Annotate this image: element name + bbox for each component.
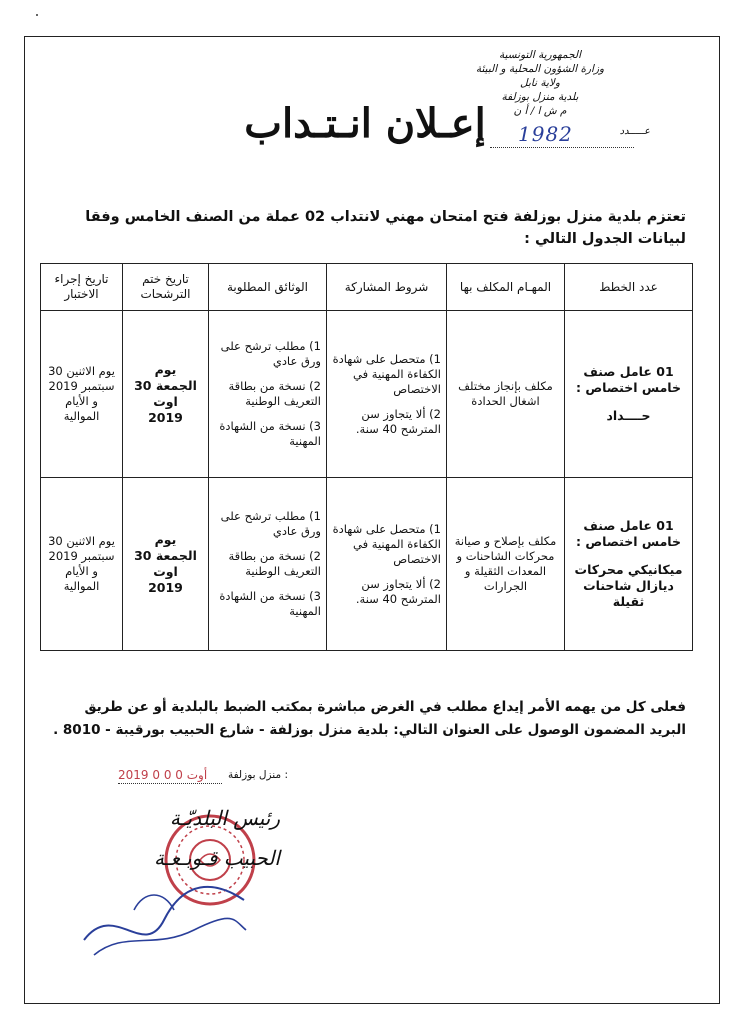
document-item: 3) نسخة من الشهادة المهنية: [219, 589, 321, 618]
condition-item: 1) متحصل على شهادة الكفاءة المهنية في الاختصاص: [332, 351, 441, 396]
document-item: 2) نسخة من بطاقة التعريف الوطنية: [228, 379, 321, 408]
header-closing-date: تاريخ ختم الترشحات: [123, 264, 209, 311]
table-header-row: [41, 264, 693, 311]
header-line: وزارة الشؤون المحلية و البيئة: [475, 63, 605, 75]
header-line: بلدية منزل بوزلفة: [501, 91, 579, 103]
closing-date: الجمعة 30 اوت: [134, 548, 197, 579]
plan-specialty: حــــداد: [606, 408, 651, 423]
table-row: [41, 311, 693, 478]
plan-text: 01 عامل صنف خامس اختصاص :: [575, 364, 682, 395]
signatory-title: رئيس البلديّـة: [169, 806, 280, 830]
submission-instructions: فعلى كل من يهمه الأمر إيداع مطلب في الغرض مباشرة بمكتب الضبط بالبلدية أو عن طريق البريد المضمون الوصول على العنوان التالي: بلدية منزل بوزلفة - شارع الحبيب بورقيبة - 8010 .: [53, 699, 686, 738]
reference-number: [490, 122, 650, 148]
header-line: ولاية نابل: [520, 77, 560, 89]
date-dotted-line: [118, 783, 222, 784]
reference-number-value: 1982: [518, 122, 573, 146]
intro-paragraph: تعتزم بلدية منزل بوزلفة فتح امتحان مهني لانتداب 02 عملة من الصنف الخامس وفقا لبيانات الجدول التالي :: [85, 209, 686, 247]
document-item: 3) نسخة من الشهادة المهنية: [219, 419, 321, 448]
closing-year: 2019: [148, 410, 183, 425]
header-line: م ش ا / أ ن: [513, 105, 567, 117]
document-item: 1) مطلب ترشح على ورق عادي: [220, 509, 321, 538]
closing-date: الجمعة 30 اوت: [134, 378, 197, 409]
exam-date-cell: يوم الاثنين 30 سبتمبر 2019 و الأيام الموالية: [41, 478, 123, 651]
header-documents: الوثائق المطلوبة: [209, 264, 327, 311]
date-place-label: منزل بوزلفة :: [227, 769, 288, 781]
signing-date: [118, 766, 288, 786]
header-line: الجمهورية التونسية: [499, 49, 581, 61]
closing-day: يوم: [154, 532, 177, 547]
scan-speck: [36, 14, 38, 16]
conditions-cell: [327, 311, 447, 478]
exam-date-cell: يوم الاثنين 30 سبتمبر 2019 و الأيام الموالية: [41, 311, 123, 478]
condition-item: 2) ألا يتجاوز سن المترشح 40 سنة.: [355, 406, 441, 436]
handwritten-signature-icon: [74, 860, 254, 970]
date-stamp: 2019 أوت 0 0 0: [118, 768, 208, 782]
header-conditions: شروط المشاركة: [327, 264, 447, 311]
closing-date-cell: [123, 478, 209, 651]
condition-item: 1) متحصل على شهادة الكفاءة المهنية في الاختصاص: [332, 521, 441, 566]
plan-cell: [565, 478, 693, 651]
closing-year: 2019: [148, 580, 183, 595]
header-plans: عدد الخطط: [565, 264, 693, 311]
mission-cell: مكلف بإنجاز مختلف اشغال الحدادة: [447, 311, 565, 478]
header-exam-date: تاريخ إجراء الاختبار: [41, 264, 123, 311]
documents-cell: [209, 478, 327, 651]
plan-specialty: ميكانيكي محركات ديازال شاحنات ثقيلة: [574, 562, 683, 609]
plan-cell: [565, 311, 693, 478]
document-item: 1) مطلب ترشح على ورق عادي: [220, 339, 321, 368]
table-row: [41, 478, 693, 651]
closing-day: يوم: [154, 362, 177, 377]
reference-dotted-line: [490, 147, 634, 148]
closing-date-cell: [123, 311, 209, 478]
condition-item: 2) ألا يتجاوز سن المترشح 40 سنة.: [355, 576, 441, 606]
conditions-cell: [327, 478, 447, 651]
recruitment-table: [40, 263, 693, 651]
reference-label: عـــــدد: [619, 126, 650, 137]
signatory-name: الحبيب قـوبـعـة: [153, 846, 280, 870]
page-title: إعـلان انـتـداب: [244, 100, 486, 147]
documents-cell: [209, 311, 327, 478]
plan-text: 01 عامل صنف خامس اختصاص :: [575, 518, 682, 549]
mission-cell: مكلف بإصلاح و صيانة محركات الشاحنات و المعدات الثقيلة و الجرارات: [447, 478, 565, 651]
document-item: 2) نسخة من بطاقة التعريف الوطنية: [228, 549, 321, 578]
header-missions: المهـام المكلف بها: [447, 264, 565, 311]
